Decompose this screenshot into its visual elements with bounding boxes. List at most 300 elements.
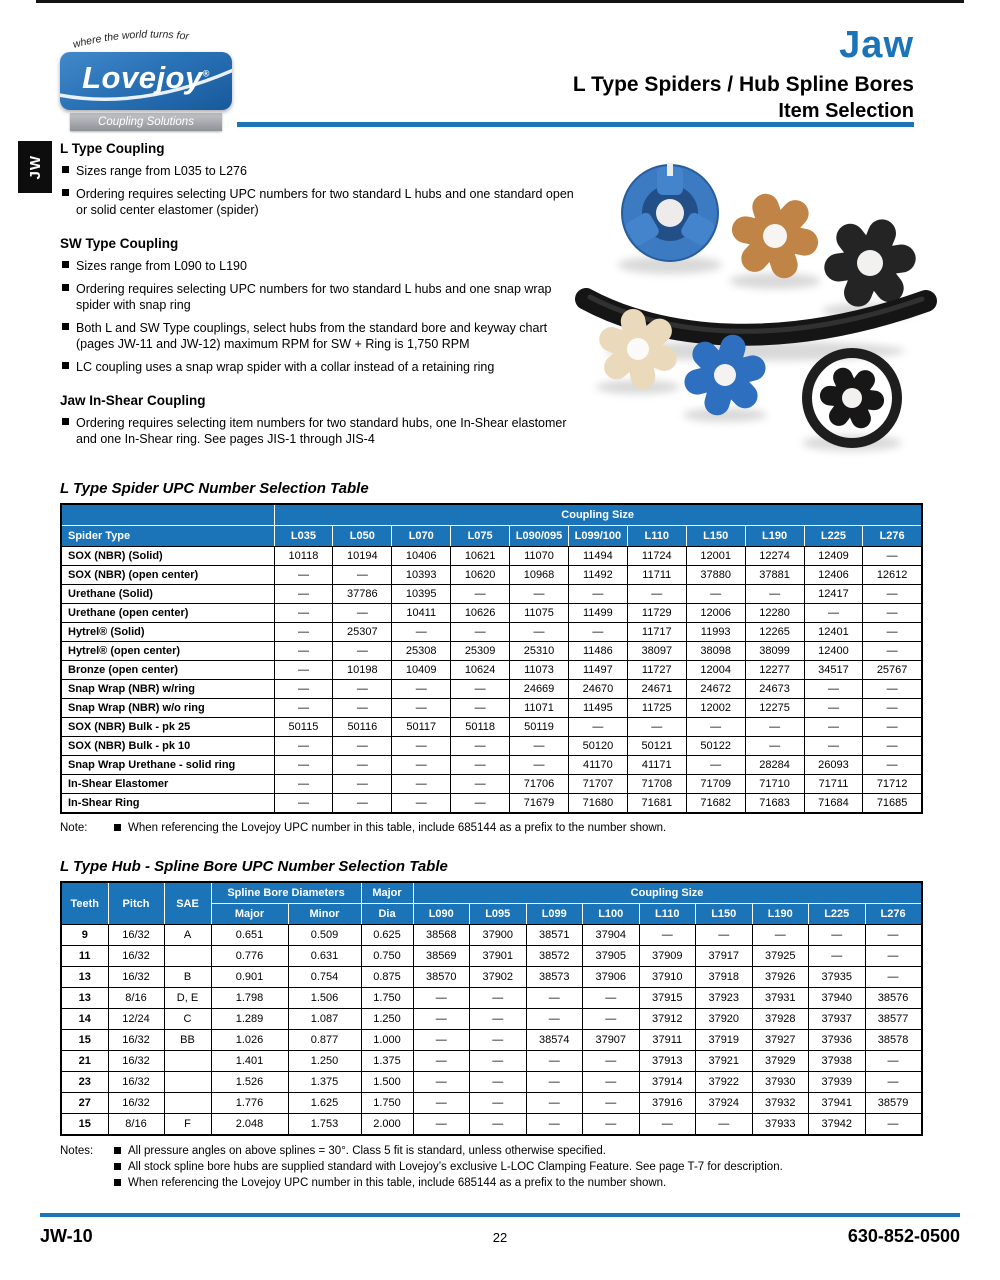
upc-cell: — <box>413 1051 470 1072</box>
upc-cell: — <box>526 1051 583 1072</box>
minor-cell: 1.753 <box>288 1114 361 1136</box>
upc-cell: 38098 <box>686 642 745 661</box>
major-cell: 0.651 <box>211 925 288 946</box>
upc-cell: — <box>526 1072 583 1093</box>
bullet-item <box>60 320 576 352</box>
upc-cell: — <box>274 775 333 794</box>
pitch-cell: 16/32 <box>108 1072 164 1093</box>
table-row <box>61 642 922 661</box>
upc-cell: 50117 <box>392 718 451 737</box>
upc-cell: 37902 <box>470 967 527 988</box>
section-tab-jw <box>18 141 52 193</box>
upc-cell: — <box>804 699 863 718</box>
spider-type-cell: Snap Wrap (NBR) w/o ring <box>61 699 274 718</box>
upc-cell: 26093 <box>804 756 863 775</box>
spline-bore-table <box>60 881 923 1136</box>
minor-cell: 1.087 <box>288 1009 361 1030</box>
upc-cell: — <box>510 756 569 775</box>
upc-cell: 37933 <box>752 1114 809 1136</box>
upc-cell: — <box>745 718 804 737</box>
upc-cell: 11724 <box>627 547 686 566</box>
upc-cell: 10626 <box>451 604 510 623</box>
note-text: When referencing the Lovejoy UPC number in this table, include 685144 as a prefix to the number shown. <box>128 1177 667 1189</box>
minor-cell: 0.631 <box>288 946 361 967</box>
page-subtitle-2: Item Selection <box>778 100 914 122</box>
upc-cell: 37904 <box>583 925 640 946</box>
upc-cell: — <box>470 988 527 1009</box>
dia-cell: 1.250 <box>361 1009 413 1030</box>
table-row <box>61 1093 922 1114</box>
bullet-text: Both L and SW Type couplings, select hubs from the standard bore and keyway chart (pages JW-11 and JW-12) maximum RPM for SW + Ring is 1,750 RPM <box>76 321 548 351</box>
upc-cell: 11711 <box>627 566 686 585</box>
spider-type-cell: SOX (NBR) Bulk - pk 25 <box>61 718 274 737</box>
upc-cell: 10393 <box>392 566 451 585</box>
upc-cell: — <box>392 737 451 756</box>
table-row <box>61 1030 922 1051</box>
upc-cell: — <box>333 794 392 814</box>
upc-cell: — <box>510 623 569 642</box>
major-cell: 1.026 <box>211 1030 288 1051</box>
upc-cell: 10621 <box>451 547 510 566</box>
size-col-header: L110 <box>639 904 696 925</box>
dia-subheader: Dia <box>361 904 413 925</box>
spider-table-corner <box>61 504 274 526</box>
dia-cell: 1.375 <box>361 1051 413 1072</box>
upc-cell: 37911 <box>639 1030 696 1051</box>
size-col-header: L095 <box>470 904 527 925</box>
sae-cell <box>164 1072 211 1093</box>
upc-cell: 11497 <box>568 661 627 680</box>
upc-cell: — <box>865 946 922 967</box>
upc-cell: 38571 <box>526 925 583 946</box>
spider-type-cell: Hytrel® (open center) <box>61 642 274 661</box>
upc-cell: 37917 <box>696 946 753 967</box>
bullet-square-icon <box>114 1147 121 1154</box>
upc-cell: — <box>639 925 696 946</box>
upc-cell: 11070 <box>510 547 569 566</box>
upc-cell: 38573 <box>526 967 583 988</box>
dia-cell: 0.875 <box>361 967 413 988</box>
upc-cell: 37925 <box>752 946 809 967</box>
upc-cell: 50120 <box>568 737 627 756</box>
upc-cell: — <box>583 1072 640 1093</box>
upc-cell: — <box>583 1051 640 1072</box>
upc-cell: 37913 <box>639 1051 696 1072</box>
dia-cell: 1.500 <box>361 1072 413 1093</box>
upc-cell: 37786 <box>333 585 392 604</box>
upc-cell: 71681 <box>627 794 686 814</box>
table-row <box>61 1114 922 1136</box>
upc-cell: — <box>451 794 510 814</box>
upc-cell: 37901 <box>470 946 527 967</box>
bullet-square-icon <box>62 284 69 291</box>
sae-cell: D, E <box>164 988 211 1009</box>
teeth-cell: 13 <box>61 967 108 988</box>
upc-cell: — <box>804 604 863 623</box>
major-cell: 1.776 <box>211 1093 288 1114</box>
upc-cell: 37931 <box>752 988 809 1009</box>
upc-cell: 50118 <box>451 718 510 737</box>
minor-cell: 0.877 <box>288 1030 361 1051</box>
major-cell: 0.901 <box>211 967 288 988</box>
upc-cell: — <box>333 680 392 699</box>
spider-upc-table-block <box>60 480 921 834</box>
upc-cell: 41170 <box>568 756 627 775</box>
upc-cell: — <box>413 1114 470 1136</box>
upc-cell: 38574 <box>526 1030 583 1051</box>
header-rule <box>237 122 914 127</box>
pitch-cell: 16/32 <box>108 967 164 988</box>
table-row <box>61 547 922 566</box>
bullet-square-icon <box>62 362 69 369</box>
sae-cell <box>164 1051 211 1072</box>
upc-cell: 37914 <box>639 1072 696 1093</box>
svg-text:where the world turns for <box>72 28 190 50</box>
teeth-cell: 11 <box>61 946 108 967</box>
upc-cell: 25767 <box>863 661 922 680</box>
upc-cell: 50115 <box>274 718 333 737</box>
upc-cell: — <box>470 1051 527 1072</box>
upc-cell: — <box>865 1072 922 1093</box>
upc-cell: 37940 <box>809 988 866 1009</box>
upc-cell: 11073 <box>510 661 569 680</box>
bullet-item <box>60 258 576 274</box>
upc-cell: — <box>686 585 745 604</box>
note-row <box>60 1145 921 1157</box>
upc-cell: 11494 <box>568 547 627 566</box>
section-heading: Jaw In-Shear Coupling <box>60 393 206 408</box>
upc-cell: 38577 <box>865 1009 922 1030</box>
intro-section <box>60 236 576 375</box>
upc-cell: — <box>627 718 686 737</box>
bullet-square-icon <box>114 1163 121 1170</box>
upc-cell: 10406 <box>392 547 451 566</box>
table-row <box>61 1051 922 1072</box>
size-col-header: L090 <box>413 904 470 925</box>
upc-cell: 37928 <box>752 1009 809 1030</box>
notes-label: Notes: <box>60 1145 94 1157</box>
teeth-cell: 21 <box>61 1051 108 1072</box>
upc-cell: 38572 <box>526 946 583 967</box>
upc-cell: — <box>863 699 922 718</box>
table-row <box>61 585 922 604</box>
intro-section <box>60 393 576 447</box>
upc-cell: — <box>413 1030 470 1051</box>
upc-cell: — <box>686 718 745 737</box>
logo-wordmark <box>60 60 232 96</box>
upc-cell: — <box>274 794 333 814</box>
upc-cell: 38568 <box>413 925 470 946</box>
upc-cell: — <box>470 1009 527 1030</box>
size-col-header: L035 <box>274 526 333 547</box>
upc-cell: — <box>333 775 392 794</box>
upc-cell: 37910 <box>639 967 696 988</box>
size-col-header: L150 <box>686 526 745 547</box>
bullet-item <box>60 163 576 179</box>
upc-cell: 38578 <box>865 1030 922 1051</box>
teeth-cell: 13 <box>61 988 108 1009</box>
upc-cell: 12409 <box>804 547 863 566</box>
pitch-header: Pitch <box>108 882 164 925</box>
upc-cell: 12001 <box>686 547 745 566</box>
intro-section <box>60 141 576 218</box>
upc-cell: 37927 <box>752 1030 809 1051</box>
upc-cell: — <box>583 988 640 1009</box>
upc-cell: — <box>583 1114 640 1136</box>
upc-cell: 71684 <box>804 794 863 814</box>
bullet-square-icon <box>62 418 69 425</box>
upc-cell: — <box>274 699 333 718</box>
upc-cell: — <box>274 623 333 642</box>
table-row <box>61 737 922 756</box>
upc-cell: — <box>274 566 333 585</box>
spline-bore-diameters-header: Spline Bore Diameters <box>211 882 361 904</box>
upc-cell: — <box>696 925 753 946</box>
upc-cell: 37919 <box>696 1030 753 1051</box>
upc-cell: — <box>451 737 510 756</box>
upc-cell: 25308 <box>392 642 451 661</box>
upc-cell: — <box>451 623 510 642</box>
dia-cell: 2.000 <box>361 1114 413 1136</box>
upc-cell: 11993 <box>686 623 745 642</box>
upc-cell: 37938 <box>809 1051 866 1072</box>
upc-cell: 12275 <box>745 699 804 718</box>
upc-cell: 38576 <box>865 988 922 1009</box>
sae-cell: F <box>164 1114 211 1136</box>
upc-cell: 37906 <box>583 967 640 988</box>
page-header <box>573 26 914 123</box>
major-cell: 1.401 <box>211 1051 288 1072</box>
upc-cell: — <box>392 794 451 814</box>
upc-cell: 37926 <box>752 967 809 988</box>
logo-tagline-arc <box>62 28 242 52</box>
note-label: Note: <box>60 822 88 834</box>
upc-cell: 24670 <box>568 680 627 699</box>
upc-cell: 71680 <box>568 794 627 814</box>
upc-cell: — <box>392 680 451 699</box>
upc-cell: 37941 <box>809 1093 866 1114</box>
upc-cell: 11075 <box>510 604 569 623</box>
upc-cell: — <box>865 925 922 946</box>
bullet-square-icon <box>62 323 69 330</box>
section-tab-label: JW <box>26 154 44 180</box>
upc-cell: 37942 <box>809 1114 866 1136</box>
table-row <box>61 967 922 988</box>
upc-cell: 37905 <box>583 946 640 967</box>
upc-cell: — <box>333 604 392 623</box>
upc-cell: 12006 <box>686 604 745 623</box>
upc-cell: — <box>451 756 510 775</box>
upc-cell: — <box>865 1114 922 1136</box>
upc-cell: — <box>863 737 922 756</box>
size-col-header: L225 <box>809 904 866 925</box>
top-rule <box>36 0 964 3</box>
teeth-cell: 27 <box>61 1093 108 1114</box>
upc-cell: — <box>863 680 922 699</box>
upc-cell: — <box>809 925 866 946</box>
upc-cell: — <box>413 1072 470 1093</box>
table-row <box>61 775 922 794</box>
upc-cell: 71710 <box>745 775 804 794</box>
teeth-cell: 15 <box>61 1030 108 1051</box>
upc-cell: 10411 <box>392 604 451 623</box>
minor-cell: 1.625 <box>288 1093 361 1114</box>
size-col-header: L190 <box>752 904 809 925</box>
pitch-cell: 16/32 <box>108 925 164 946</box>
upc-cell: — <box>392 623 451 642</box>
upc-cell: — <box>863 718 922 737</box>
bullet-square-icon <box>62 261 69 268</box>
upc-cell: 37924 <box>696 1093 753 1114</box>
bullet-item <box>60 281 576 313</box>
upc-cell: — <box>470 1072 527 1093</box>
table-row <box>61 925 922 946</box>
upc-cell: 12002 <box>686 699 745 718</box>
size-col-header: L225 <box>804 526 863 547</box>
upc-cell: — <box>804 718 863 737</box>
upc-cell: 37916 <box>639 1093 696 1114</box>
coupling-size-header: Coupling Size <box>413 882 922 904</box>
upc-cell: 37907 <box>583 1030 640 1051</box>
upc-cell: 71709 <box>686 775 745 794</box>
upc-cell: 10395 <box>392 585 451 604</box>
upc-cell: — <box>863 604 922 623</box>
upc-cell: — <box>804 737 863 756</box>
upc-cell: — <box>863 623 922 642</box>
pitch-cell: 16/32 <box>108 1030 164 1051</box>
upc-cell: — <box>526 1009 583 1030</box>
table-row <box>61 623 922 642</box>
upc-cell: 12417 <box>804 585 863 604</box>
upc-cell: — <box>333 566 392 585</box>
upc-cell: — <box>863 547 922 566</box>
spline-table-notes <box>60 1145 921 1189</box>
minor-cell: 0.509 <box>288 925 361 946</box>
upc-cell: — <box>696 1114 753 1136</box>
logo-tagline: where the world turns for <box>71 28 190 51</box>
sae-cell: C <box>164 1009 211 1030</box>
spider-type-cell: Hytrel® (Solid) <box>61 623 274 642</box>
pitch-cell: 12/24 <box>108 1009 164 1030</box>
upc-cell: — <box>745 737 804 756</box>
sae-header: SAE <box>164 882 211 925</box>
upc-cell: 25310 <box>510 642 569 661</box>
table-row <box>61 756 922 775</box>
table-row <box>61 946 922 967</box>
upc-cell: 37936 <box>809 1030 866 1051</box>
spider-type-header: Spider Type <box>61 526 274 547</box>
upc-cell: 37900 <box>470 925 527 946</box>
upc-cell: — <box>568 718 627 737</box>
upc-cell: 37921 <box>696 1051 753 1072</box>
upc-cell: — <box>583 1009 640 1030</box>
upc-cell: 71685 <box>863 794 922 814</box>
bullet-item <box>60 186 576 218</box>
size-col-header: L110 <box>627 526 686 547</box>
product-photo-art <box>570 150 942 472</box>
upc-cell: — <box>274 661 333 680</box>
spider-type-cell: Snap Wrap (NBR) w/ring <box>61 680 274 699</box>
upc-cell: — <box>526 988 583 1009</box>
upc-cell: 10198 <box>333 661 392 680</box>
upc-cell: 37912 <box>639 1009 696 1030</box>
upc-cell: 37939 <box>809 1072 866 1093</box>
upc-cell: — <box>686 756 745 775</box>
upc-cell: 11725 <box>627 699 686 718</box>
phone-number: 630-852-0500 <box>847 1226 960 1246</box>
upc-cell: 12612 <box>863 566 922 585</box>
table-row <box>61 794 922 814</box>
upc-cell: — <box>865 1051 922 1072</box>
upc-cell: 12401 <box>804 623 863 642</box>
spline-bore-table-block <box>60 858 921 1193</box>
jaw-hub-illustration <box>622 163 718 261</box>
spider-type-cell: SOX (NBR) Bulk - pk 10 <box>61 737 274 756</box>
upc-cell: 38569 <box>413 946 470 967</box>
bullet-square-icon <box>114 1179 121 1186</box>
upc-cell: 50119 <box>510 718 569 737</box>
upc-cell: — <box>333 642 392 661</box>
upc-cell: — <box>413 1009 470 1030</box>
bullet-text: Ordering requires selecting UPC numbers for two standard L hubs and one standard open or solid center elastomer (spider) <box>76 187 574 217</box>
spider-type-cell: Urethane (open center) <box>61 604 274 623</box>
upc-cell: 10118 <box>274 547 333 566</box>
table-row <box>61 1072 922 1093</box>
bullet-text: LC coupling uses a snap wrap spider with a collar instead of a retaining ring <box>76 360 495 374</box>
upc-cell: 37880 <box>686 566 745 585</box>
spider-table-note <box>60 822 921 834</box>
upc-cell: 50122 <box>686 737 745 756</box>
bullet-item <box>60 359 576 375</box>
size-col-header: L190 <box>745 526 804 547</box>
upc-cell: 37923 <box>696 988 753 1009</box>
upc-cell: 71683 <box>745 794 804 814</box>
upc-cell: 12280 <box>745 604 804 623</box>
upc-cell: 71679 <box>510 794 569 814</box>
dia-cell: 1.750 <box>361 988 413 1009</box>
teeth-cell: 23 <box>61 1072 108 1093</box>
upc-cell: — <box>392 699 451 718</box>
pitch-cell: 16/32 <box>108 1093 164 1114</box>
coupling-size-header: Coupling Size <box>274 504 922 526</box>
upc-cell: 37932 <box>752 1093 809 1114</box>
upc-cell: — <box>863 642 922 661</box>
upc-cell: 38570 <box>413 967 470 988</box>
upc-cell: — <box>451 585 510 604</box>
minor-cell: 0.754 <box>288 967 361 988</box>
size-col-header: L090/095 <box>510 526 569 547</box>
upc-cell: 28284 <box>745 756 804 775</box>
upc-cell: — <box>627 585 686 604</box>
upc-cell: 12004 <box>686 661 745 680</box>
upc-cell: 37915 <box>639 988 696 1009</box>
teeth-cell: 14 <box>61 1009 108 1030</box>
dia-cell: 1.750 <box>361 1093 413 1114</box>
upc-cell: — <box>470 1093 527 1114</box>
upc-cell: 11486 <box>568 642 627 661</box>
upc-cell: — <box>451 699 510 718</box>
upc-cell: — <box>568 623 627 642</box>
upc-cell: 41171 <box>627 756 686 775</box>
upc-cell: 24671 <box>627 680 686 699</box>
bullet-square-icon <box>62 189 69 196</box>
upc-cell: 38099 <box>745 642 804 661</box>
upc-cell: 12265 <box>745 623 804 642</box>
upc-cell: — <box>392 775 451 794</box>
pitch-cell: 8/16 <box>108 1114 164 1136</box>
major-subheader: Major <box>211 904 288 925</box>
pitch-cell: 16/32 <box>108 946 164 967</box>
